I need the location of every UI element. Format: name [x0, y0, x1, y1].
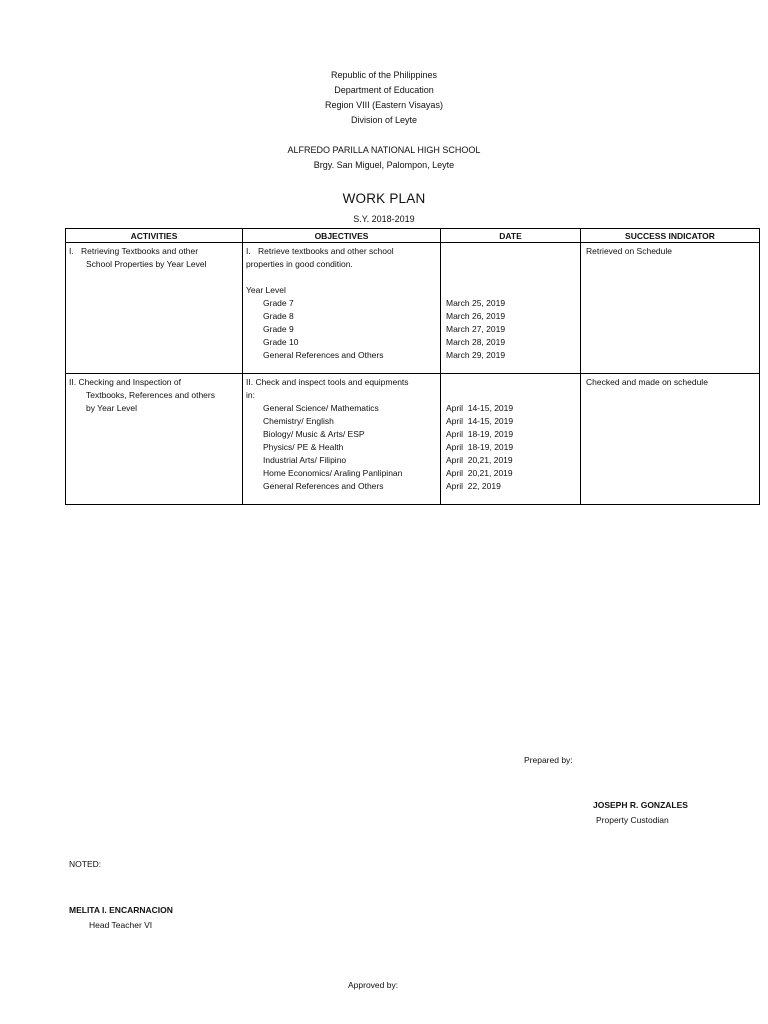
list-item: Grade 9: [263, 324, 294, 334]
date-value: March 25, 2019: [446, 298, 506, 308]
activity-text: II. Checking and Inspection of: [69, 377, 181, 387]
list-item: Chemistry/ English: [263, 416, 334, 426]
date-value: April 20,21, 2019: [446, 455, 513, 465]
school-year: S.Y. 2018-2019: [353, 214, 415, 224]
objective-text: II. Check and inspect tools and equipments: [246, 377, 409, 387]
page-title: WORK PLAN: [342, 191, 426, 206]
date-value: March 26, 2019: [446, 311, 506, 321]
approved-by-label: Approved by:: [348, 980, 399, 990]
table-row: [66, 374, 760, 505]
letterhead-republic: Republic of the Philippines: [330, 70, 438, 80]
objective-text: in:: [246, 390, 255, 400]
list-item: Industrial Arts/ Filipino: [263, 455, 347, 465]
objective-cell: [243, 243, 441, 374]
noter-name: MELITA I. ENCARNACION: [69, 905, 173, 915]
list-item: Physics/ PE & Health: [263, 442, 344, 452]
work-plan-table: [65, 228, 760, 505]
date-value: April 14-15, 2019: [446, 403, 514, 413]
prepared-by-label: Prepared by:: [524, 755, 573, 765]
letterhead-region: Region VIII (Eastern Visayas): [325, 100, 443, 110]
preparer-name: JOSEPH R. GONZALES: [593, 800, 688, 810]
table-row: [66, 243, 760, 374]
date-value: March 29, 2019: [446, 350, 506, 360]
header-objectives: OBJECTIVES: [243, 229, 441, 243]
date-value: April 20,21, 2019: [446, 468, 513, 478]
date-value: March 27, 2019: [446, 324, 506, 334]
header-activities: ACTIVITIES: [66, 229, 243, 243]
date-value: April 22, 2019: [446, 481, 501, 491]
year-level-label: Year Level: [246, 285, 286, 295]
list-item: Home Economics/ Araling Panlipinan: [263, 468, 403, 478]
letterhead-department: Department of Education: [334, 85, 434, 95]
activity-number: I.: [69, 246, 74, 256]
list-item: Grade 10: [263, 337, 299, 347]
activity-text: Textbooks, References and others: [86, 390, 215, 400]
activity-text: Retrieving Textbooks and other: [81, 246, 199, 256]
list-item: General Science/ Mathematics: [263, 403, 379, 413]
school-block: [0, 143, 768, 173]
activity-text: by Year Level: [86, 403, 138, 413]
indicator-cell: [581, 374, 760, 505]
objective-text: properties in good condition.: [246, 259, 353, 269]
list-item: General References and Others: [263, 350, 384, 360]
success-indicator-text: Checked and made on schedule: [586, 377, 708, 387]
preparer-title: Property Custodian: [596, 815, 669, 825]
objective-cell: [243, 374, 441, 505]
success-indicator-text: Retrieved on Schedule: [586, 246, 673, 256]
date-value: April 14-15, 2019: [446, 416, 514, 426]
letterhead: [0, 68, 768, 128]
school-name: ALFREDO PARILLA NATIONAL HIGH SCHOOL: [287, 145, 481, 155]
indicator-cell: [581, 243, 760, 374]
date-value: March 28, 2019: [446, 337, 506, 347]
noter-title: Head Teacher VI: [89, 920, 153, 930]
list-item: General References and Others: [263, 481, 384, 491]
date-value: April 18-19, 2019: [446, 429, 514, 439]
table-header-row: [66, 229, 760, 243]
date-value: April 18-19, 2019: [446, 442, 514, 452]
date-cell: [441, 243, 581, 374]
header-success-indicator: SUCCESS INDICATOR: [581, 229, 760, 243]
activity-cell: [66, 374, 243, 505]
objective-text: Retrieve textbooks and other school: [258, 246, 394, 256]
school-address: Brgy. San Miguel, Palompon, Leyte: [313, 160, 455, 170]
header-date: DATE: [441, 229, 581, 243]
activity-cell: [66, 243, 243, 374]
date-cell: [441, 374, 581, 505]
objective-number: I.: [246, 246, 251, 256]
letterhead-division: Division of Leyte: [350, 115, 418, 125]
list-item: Grade 7: [263, 298, 294, 308]
list-item: Biology/ Music & Arts/ ESP: [263, 429, 365, 439]
noted-label: NOTED:: [69, 859, 102, 869]
list-item: Grade 8: [263, 311, 294, 321]
activity-text: School Properties by Year Level: [86, 259, 207, 269]
